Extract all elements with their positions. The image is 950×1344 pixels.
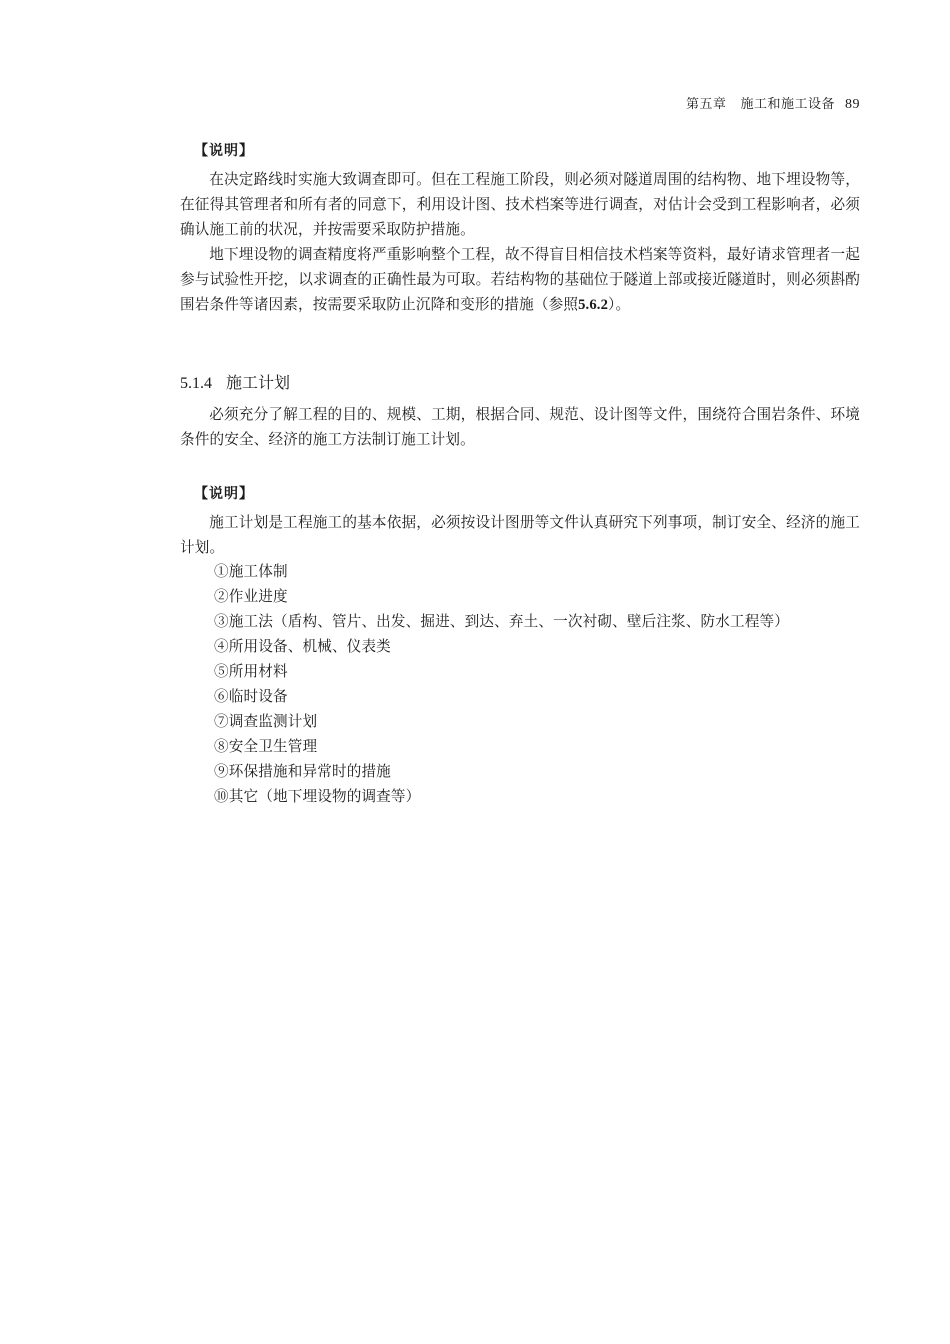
- note1-paragraph-2-text: 地下埋设物的调查精度将严重影响整个工程，故不得盲目相信技术档案等资料，最好请求管理者一起参与试验性开挖，以求调查的正确性最为可取。若结构物的基础位于隧道上部或接近隧道时，则必须斟酌围岩条件等诸因素，按需要采取防止沉降和变形的措施（参照: [180, 246, 860, 313]
- note1-paragraph-2: [180, 242, 860, 318]
- list-item: ⑤所用材料: [214, 663, 288, 680]
- page-number: 89: [845, 97, 860, 112]
- list-item: ⑦调查监测计划: [214, 713, 318, 730]
- list-item: ⑧安全卫生管理: [214, 738, 318, 755]
- note-label-2: 【说明】: [194, 486, 254, 502]
- list-item: ②作业进度: [214, 588, 288, 605]
- header-chapter: 第五章: [685, 97, 727, 112]
- section-body: 必须充分了解工程的目的、规模、工期，根据合同、规范、设计图等文件，围绕符合围岩条件、环境条件的安全、经济的施工方法制订施工计划。: [180, 406, 860, 448]
- list-item: ①施工体制: [214, 563, 288, 580]
- running-header: [686, 93, 860, 113]
- document-page: [180, 0, 860, 1344]
- list-item: ④所用设备、机械、仪表类: [214, 638, 391, 655]
- header-section-title: 施工和施工设备: [740, 97, 835, 112]
- note-label-1: 【说明】: [194, 143, 254, 159]
- list-item: ③施工法（盾构、管片、出发、掘进、到达、弃土、一次衬砌、壁后注浆、防水工程等）: [214, 613, 790, 630]
- plan-items-list: [214, 559, 789, 809]
- section-title: 施工计划: [226, 373, 291, 392]
- note1-paragraph-2-end: ）。: [608, 296, 631, 313]
- list-item: ⑥临时设备: [214, 688, 288, 705]
- section-number: 5.1.4: [180, 375, 212, 392]
- list-item: ⑨环保措施和异常时的措施: [214, 763, 391, 780]
- note1-paragraph-1: 在决定路线时实施大致调查即可。但在工程施工阶段，则必须对隧道周围的结构物、地下埋设物等，在征得其管理者和所有者的同意下，利用设计图、技术档案等进行调查，对估计会受到工程影响者，必须确认施工前的状况，并按需要采取防护措施。: [180, 171, 860, 238]
- list-item: ⑩其它（地下埋设物的调查等）: [214, 788, 421, 805]
- section-heading: [180, 370, 290, 393]
- note2-intro: 施工计划是工程施工的基本依据，必须按设计图册等文件认真研究下列事项，制订安全、经济的施工计划。: [180, 514, 860, 556]
- cross-reference-link: 5.6.2: [578, 297, 609, 313]
